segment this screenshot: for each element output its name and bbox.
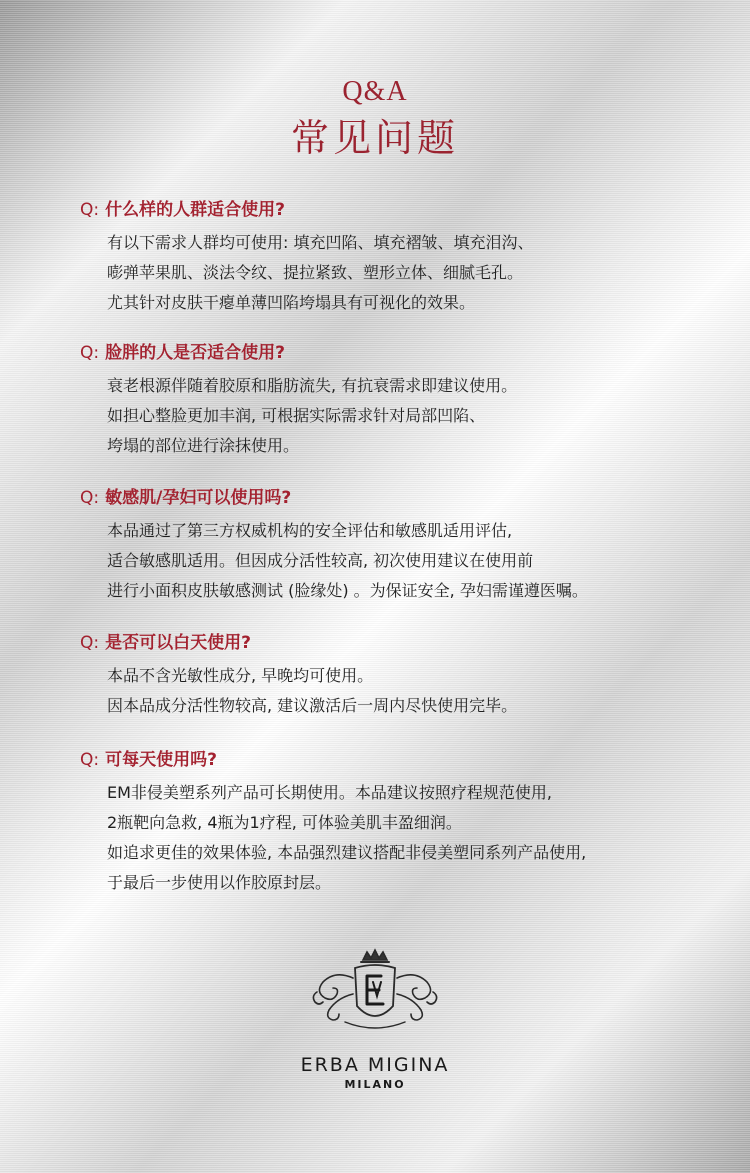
answer-line: 垮塌的部位进行涂抹使用。 bbox=[107, 436, 300, 455]
faq-question bbox=[80, 486, 700, 510]
question-marker: Q: bbox=[80, 200, 100, 220]
answer-line: 进行小面积皮肤敏感测试 (脸缘处) 。为保证安全, 孕妇需谨遵医嘱。 bbox=[107, 581, 588, 600]
faq-item bbox=[80, 198, 700, 318]
answer-line: 如担心整脸更加丰润, 可根据实际需求针对局部凹陷、 bbox=[107, 406, 486, 425]
answer-line: 适合敏感肌适用。但因成分活性较高, 初次使用建议在使用前 bbox=[107, 551, 534, 570]
answer-line: 如追求更佳的效果体验, 本品强烈建议搭配非侵美塑同系列产品使用, bbox=[107, 843, 587, 862]
faq-item bbox=[80, 486, 700, 606]
question-marker: Q: bbox=[80, 633, 100, 653]
answer-line: 衰老根源伴随着胶原和脂肪流失, 有抗衰需求即建议使用。 bbox=[107, 376, 518, 395]
faq-question bbox=[80, 198, 700, 222]
answer-line: 尤其针对皮肤干瘪单薄凹陷垮塌具有可视化的效果。 bbox=[107, 293, 476, 312]
faq-question bbox=[80, 631, 700, 655]
faq-item bbox=[80, 341, 700, 461]
question-text: 什么样的人群适合使用? bbox=[105, 200, 285, 220]
question-marker: Q: bbox=[80, 488, 100, 508]
question-text: 敏感肌/孕妇可以使用吗? bbox=[105, 488, 292, 508]
faq-answer bbox=[107, 778, 700, 898]
page-header bbox=[0, 76, 750, 162]
answer-line: 因本品成分活性物较高, 建议激活后一周内尽快使用完毕。 bbox=[107, 696, 518, 715]
question-marker: Q: bbox=[80, 750, 100, 770]
question-text: 是否可以白天使用? bbox=[105, 633, 251, 653]
question-text: 可每天使用吗? bbox=[105, 750, 217, 770]
page-title: 常见问题 bbox=[290, 116, 459, 160]
faq-item bbox=[80, 748, 700, 898]
faq-answer bbox=[107, 516, 700, 606]
brand-name: ERBA MIGINA bbox=[300, 1054, 450, 1076]
answer-line: 于最后一步使用以作胶原封层。 bbox=[107, 873, 332, 892]
faq-answer bbox=[107, 228, 700, 318]
page-title-en: Q&A bbox=[342, 76, 408, 107]
question-text: 脸胖的人是否适合使用? bbox=[105, 343, 285, 363]
ornate-monogram-crest-icon bbox=[305, 948, 445, 1036]
answer-line: 2瓶靶向急救, 4瓶为1疗程, 可体验美肌丰盈细润。 bbox=[107, 813, 462, 832]
brand-logo bbox=[0, 948, 750, 1092]
question-marker: Q: bbox=[80, 343, 100, 363]
brand-subtitle: MILANO bbox=[344, 1078, 406, 1091]
faq-question bbox=[80, 341, 700, 365]
faq-question bbox=[80, 748, 700, 772]
answer-line: 有以下需求人群均可使用: 填充凹陷、填充褶皱、填充泪沟、 bbox=[107, 233, 534, 252]
faq-answer bbox=[107, 371, 700, 461]
answer-line: EM非侵美塑系列产品可长期使用。本品建议按照疗程规范使用, bbox=[107, 783, 553, 802]
faq-item bbox=[80, 631, 700, 721]
faq-answer bbox=[107, 661, 700, 721]
answer-line: 本品不含光敏性成分, 早晚均可使用。 bbox=[107, 666, 374, 685]
answer-line: 嘭弹苹果肌、淡法令纹、提拉紧致、塑形立体、细腻毛孔。 bbox=[107, 263, 524, 282]
answer-line: 本品通过了第三方权威机构的安全评估和敏感肌适用评估, bbox=[107, 521, 513, 540]
